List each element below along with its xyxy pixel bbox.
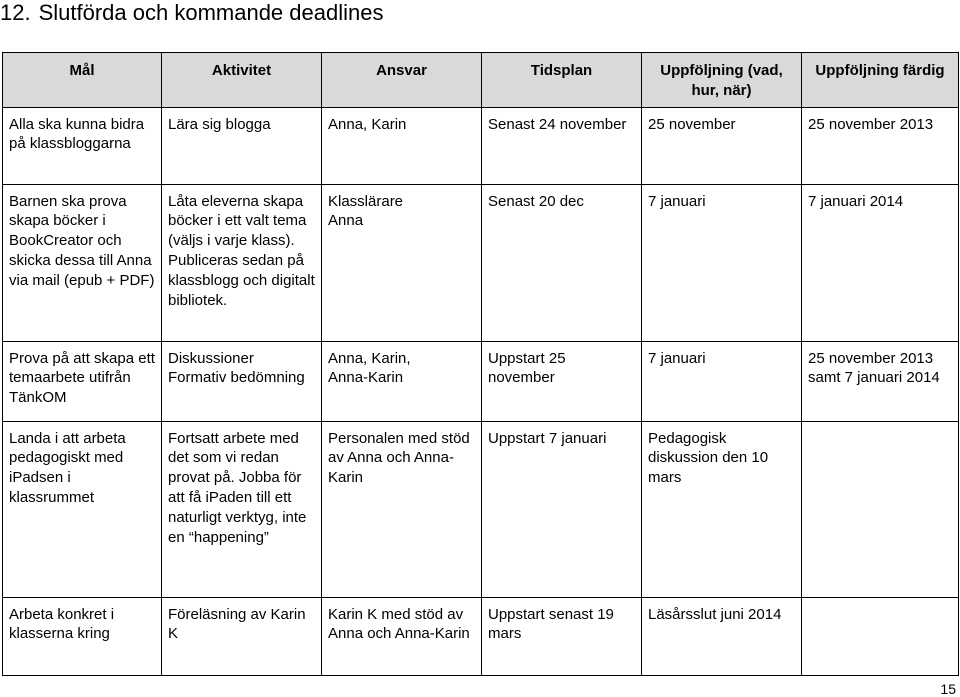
cell-tidsplan: Senast 24 november (482, 107, 642, 184)
cell-uppfoljning: 7 januari (642, 184, 802, 341)
cell-ansvar: Personalen med stöd av Anna och Anna-Karin (322, 421, 482, 597)
cell-mal: Arbeta konkret i klasserna kring (3, 597, 162, 675)
cell-tidsplan: Uppstart senast 19 mars (482, 597, 642, 675)
cell-ansvar: Klasslärare Anna (322, 184, 482, 341)
cell-mal: Alla ska kunna bidra på klassbloggarna (3, 107, 162, 184)
cell-mal: Landa i att arbeta pedagogiskt med iPadsen i klassrummet (3, 421, 162, 597)
cell-aktivitet: Lära sig blogga (162, 107, 322, 184)
cell-tidsplan: Senast 20 dec (482, 184, 642, 341)
header-tidsplan: Tidsplan (482, 53, 642, 108)
cell-mal: Barnen ska prova skapa böcker i BookCreator och skicka dessa till Anna via mail (epub + PDF) (3, 184, 162, 341)
table-row (3, 341, 959, 421)
cell-uppfoljning: Läsårsslut juni 2014 (642, 597, 802, 675)
cell-uppfoljning-fardig: 25 november 2013 samt 7 januari 2014 (802, 341, 959, 421)
cell-uppfoljning: Pedagogisk diskussion den 10 mars (642, 421, 802, 597)
cell-mal: Prova på att skapa ett temaarbete utifrån TänkOM (3, 341, 162, 421)
cell-uppfoljning-fardig: 7 januari 2014 (802, 184, 959, 341)
table-row (3, 421, 959, 597)
cell-uppfoljning-fardig (802, 421, 959, 597)
header-aktivitet: Aktivitet (162, 53, 322, 108)
cell-uppfoljning: 7 januari (642, 341, 802, 421)
cell-uppfoljning: 25 november (642, 107, 802, 184)
cell-aktivitet: Låta eleverna skapa böcker i ett valt tema (väljs i varje klass). Publiceras sedan på klassblogg och digitalt bibliotek. (162, 184, 322, 341)
cell-aktivitet: Diskussioner Formativ bedömning (162, 341, 322, 421)
header-uppfoljning-fardig: Uppföljning färdig (802, 53, 959, 108)
table-row (3, 107, 959, 184)
header-row (3, 53, 959, 108)
page-number: 15 (940, 681, 956, 697)
header-uppfoljning: Uppföljning (vad, hur, när) (642, 53, 802, 108)
cell-ansvar: Anna, Karin, Anna-Karin (322, 341, 482, 421)
cell-uppfoljning-fardig (802, 597, 959, 675)
cell-aktivitet: Fortsatt arbete med det som vi redan provat på. Jobba för att få iPaden till ett naturligt verktyg, inte en “happening” (162, 421, 322, 597)
cell-uppfoljning-fardig: 25 november 2013 (802, 107, 959, 184)
cell-tidsplan: Uppstart 7 januari (482, 421, 642, 597)
section-number: 12. (0, 0, 31, 25)
cell-ansvar: Anna, Karin (322, 107, 482, 184)
deadlines-table (2, 52, 959, 676)
header-mal: Mål (3, 53, 162, 108)
cell-ansvar: Karin K med stöd av Anna och Anna-Karin (322, 597, 482, 675)
section-heading (0, 0, 383, 26)
section-title: Slutförda och kommande deadlines (38, 0, 384, 25)
header-ansvar: Ansvar (322, 53, 482, 108)
cell-tidsplan: Uppstart 25 november (482, 341, 642, 421)
cell-aktivitet: Föreläsning av Karin K (162, 597, 322, 675)
table-row (3, 184, 959, 341)
table-row (3, 597, 959, 675)
